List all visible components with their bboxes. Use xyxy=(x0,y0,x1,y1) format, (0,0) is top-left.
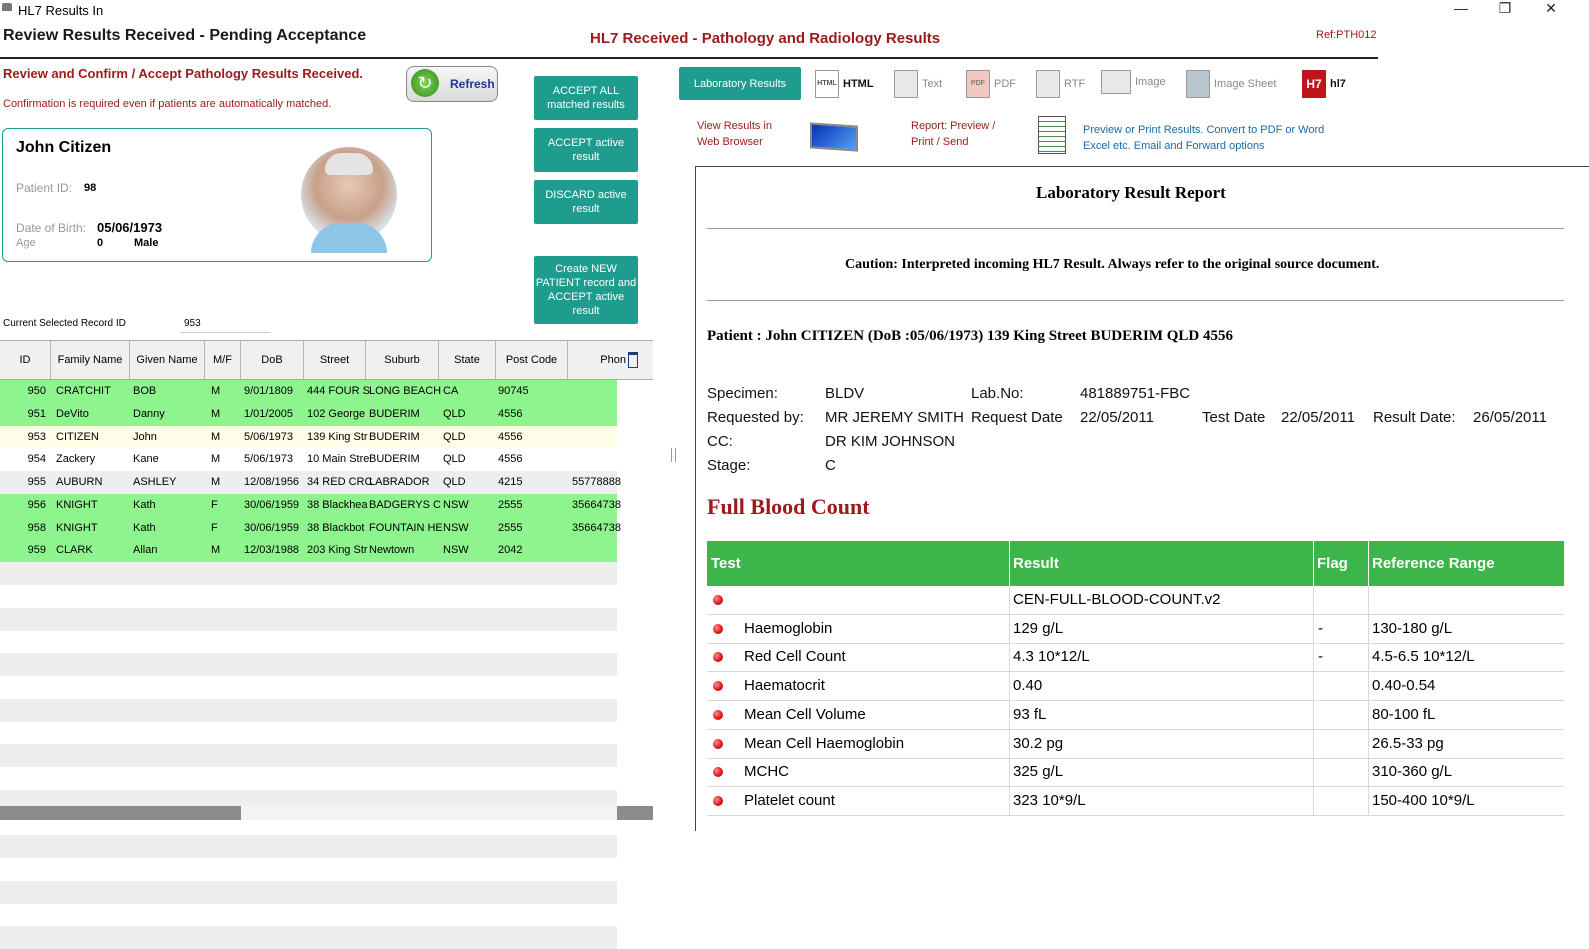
result-range: 26.5-33 pg xyxy=(1372,734,1444,752)
discard-active-button[interactable]: DISCARD active result xyxy=(534,180,638,224)
result-result: 30.2 pg xyxy=(1013,734,1064,752)
cell-suburb: BUDERIM xyxy=(369,453,420,466)
col-post-code[interactable]: Post Code xyxy=(496,341,568,379)
results-table-header xyxy=(707,541,1564,586)
status-dot-icon xyxy=(713,595,723,605)
cell-suburb: LABRADOR xyxy=(369,476,430,488)
column-divider xyxy=(1009,615,1010,643)
col-id[interactable]: ID xyxy=(0,341,51,379)
view-in-browser-link[interactable]: View Results in Web Browser xyxy=(697,120,772,148)
cell-id: 958 xyxy=(27,521,46,534)
cell-suburb: BUDERIM xyxy=(369,430,420,443)
requested-by-label: Requested by: xyxy=(707,409,804,426)
age-value: 0 xyxy=(97,237,104,249)
column-divider xyxy=(1009,730,1010,758)
cell-post: 4556 xyxy=(498,430,523,443)
request-date-value: 22/05/2011 xyxy=(1080,409,1154,426)
cell-given: ASHLEY xyxy=(133,476,177,488)
patient-id-value: 98 xyxy=(84,182,97,194)
result-test: Haemoglobin xyxy=(744,619,833,637)
cell-id: 950 xyxy=(27,385,46,397)
cell-dob: 30/06/1959 xyxy=(244,521,300,534)
cell-mf: M xyxy=(211,385,221,397)
header-reference-range: Reference Range xyxy=(1372,555,1495,572)
table-row[interactable] xyxy=(0,539,617,562)
cell-state: NSW xyxy=(443,521,469,534)
column-divider xyxy=(1313,701,1314,729)
cell-given: Kath xyxy=(133,521,156,534)
result-result: 323 10*9/L xyxy=(1013,791,1086,809)
image-file-icon xyxy=(1101,70,1131,94)
cell-post: 4556 xyxy=(498,453,523,466)
photo-hair xyxy=(325,153,373,175)
window-title: HL7 Results In xyxy=(18,3,104,18)
table-row[interactable] xyxy=(0,403,617,426)
cell-family: AUBURN xyxy=(56,476,103,488)
result-test: Haematocrit xyxy=(744,677,825,695)
cell-mf: M xyxy=(211,430,221,443)
cell-mf: F xyxy=(211,521,218,534)
cell-dob: 12/08/1956 xyxy=(244,476,300,488)
cell-family: Zackery xyxy=(56,453,96,466)
column-divider xyxy=(1313,730,1314,758)
column-divider xyxy=(1368,758,1369,786)
col-street[interactable]: Street xyxy=(304,341,366,379)
current-record-label: Current Selected Record ID xyxy=(3,318,126,329)
column-divider xyxy=(1313,672,1314,700)
dob-label: Date of Birth: xyxy=(16,221,87,235)
empty-row xyxy=(0,562,617,585)
cell-mf: F xyxy=(211,498,218,511)
current-record-value: 953 xyxy=(184,318,201,329)
report-preview-link[interactable]: Report: Preview / Print / Send xyxy=(911,120,996,148)
result-range: 0.40-0.54 xyxy=(1372,677,1436,695)
cell-id: 955 xyxy=(27,476,46,488)
cell-mf: M xyxy=(211,544,221,557)
browser-icon[interactable] xyxy=(810,122,858,151)
panel-splitter[interactable] xyxy=(671,448,676,462)
cell-post: 2555 xyxy=(498,498,523,511)
empty-row xyxy=(0,926,617,949)
grid-body xyxy=(0,380,621,820)
result-test: Platelet count xyxy=(744,791,835,809)
patient-card xyxy=(2,128,432,262)
header-sep-2 xyxy=(1313,541,1314,586)
rtf-label: RTF xyxy=(1064,78,1086,90)
html-file-icon: HTML xyxy=(815,70,839,98)
column-divider xyxy=(1368,643,1369,671)
scrollbar-thumb[interactable] xyxy=(0,806,241,820)
result-date-value: 26/05/2011 xyxy=(1473,409,1547,426)
patient-photo xyxy=(301,147,397,243)
cell-mf: M xyxy=(211,476,221,488)
result-row xyxy=(707,787,1564,816)
html-export-button[interactable] xyxy=(815,70,874,98)
report-sheet-icon[interactable] xyxy=(1038,116,1066,154)
refresh-label: Refresh xyxy=(450,77,495,91)
header-divider xyxy=(0,57,1378,59)
restore-button[interactable]: ❐ xyxy=(1498,0,1512,16)
cell-id: 956 xyxy=(27,498,46,511)
cell-given: Kath xyxy=(133,498,156,511)
grid-horizontal-scrollbar[interactable] xyxy=(0,806,653,820)
image-sheet-icon xyxy=(1186,70,1210,98)
cc-value: DR KIM JOHNSON xyxy=(825,433,956,450)
dob-value: 05/06/1973 xyxy=(97,220,163,235)
cell-post: 2042 xyxy=(498,544,523,557)
cell-id: 959 xyxy=(27,544,46,557)
cc-label: CC: xyxy=(707,433,733,450)
cell-given: John xyxy=(133,430,157,443)
empty-row xyxy=(0,835,617,858)
preview-note: Preview or Print Results. Convert to PDF or Word Excel etc. Email and Forward options xyxy=(1083,124,1325,152)
cell-post: 90745 xyxy=(498,385,529,397)
review-heading: Review and Confirm / Accept Pathology Results Received. xyxy=(3,66,364,81)
column-divider xyxy=(1368,615,1369,643)
stage-label: Stage: xyxy=(707,457,751,474)
column-divider xyxy=(1313,643,1314,671)
result-result: 325 g/L xyxy=(1013,763,1064,781)
header-result: Result xyxy=(1013,555,1059,572)
empty-row xyxy=(0,881,617,904)
table-row[interactable] xyxy=(0,448,617,471)
cell-suburb: LONG BEACH xyxy=(369,385,442,397)
result-row xyxy=(707,643,1564,672)
result-row xyxy=(707,730,1564,759)
result-result: 4.3 10*12/L xyxy=(1013,648,1090,666)
text-export-button[interactable] xyxy=(894,70,942,98)
image-sheet-label: Image Sheet xyxy=(1214,78,1277,90)
labno-value: 481889751-FBC xyxy=(1080,385,1191,402)
cell-given: Allan xyxy=(133,544,158,557)
col-mf[interactable]: M/F xyxy=(205,341,241,379)
column-divider xyxy=(1313,758,1314,786)
report-divider-2 xyxy=(707,300,1564,301)
col-phone[interactable]: Phon xyxy=(600,353,626,366)
requested-by-value: MR JEREMY SMITH xyxy=(825,409,964,426)
confirmation-note: Confirmation is required even if patients are automatically matched. xyxy=(3,98,332,110)
cell-dob: 12/03/1988 xyxy=(244,544,300,557)
text-label: Text xyxy=(922,78,943,90)
table-row[interactable] xyxy=(0,471,621,494)
result-row xyxy=(707,615,1564,644)
cell-id: 954 xyxy=(27,453,46,466)
cell-post: 4556 xyxy=(498,407,523,420)
section-title: Full Blood Count xyxy=(707,494,870,519)
cell-state: NSW xyxy=(443,498,469,511)
result-date-label: Result Date: xyxy=(1373,409,1456,426)
test-date-value: 22/05/2011 xyxy=(1281,409,1355,426)
labno-label: Lab.No: xyxy=(971,385,1024,402)
app-icon xyxy=(2,3,12,11)
laboratory-results-button[interactable]: Laboratory Results xyxy=(679,67,801,100)
cell-given: Kane xyxy=(133,453,159,466)
cell-mf: M xyxy=(211,453,221,466)
cell-street: 102 George xyxy=(307,407,366,420)
pdf-export-button[interactable] xyxy=(966,70,1016,98)
center-page-title: HL7 Received - Pathology and Radiology Results xyxy=(590,30,941,47)
result-result: 93 fL xyxy=(1013,705,1047,723)
result-range: 150-400 10*9/L xyxy=(1372,791,1475,809)
column-divider xyxy=(1009,643,1010,671)
specimen-value: BLDV xyxy=(825,385,865,402)
specimen-label: Specimen: xyxy=(707,385,778,402)
cell-suburb: BUDERIM xyxy=(369,407,420,420)
cell-dob: 9/01/1809 xyxy=(244,385,293,397)
report-divider-1 xyxy=(707,228,1564,229)
column-divider xyxy=(1009,758,1010,786)
cell-family: DeVito xyxy=(56,407,89,420)
left-page-title: Review Results Received - Pending Acceptance xyxy=(3,27,367,44)
cell-family: KNIGHT xyxy=(56,521,98,534)
column-divider xyxy=(1368,586,1369,614)
cell-state: QLD xyxy=(443,476,466,488)
html-label: HTML xyxy=(843,78,874,90)
pdf-file-icon: PDF xyxy=(966,70,990,98)
sex-value: Male xyxy=(134,237,159,249)
result-range: 80-100 fL xyxy=(1372,705,1436,723)
column-divider xyxy=(1009,787,1010,815)
cell-suburb: Newtown xyxy=(369,544,415,557)
cell-suburb: FOUNTAIN HE xyxy=(369,521,443,534)
cell-street: 444 FOUR S xyxy=(307,385,370,397)
status-dot-icon xyxy=(713,624,723,634)
column-divider xyxy=(1368,701,1369,729)
cell-phone: 55778888 xyxy=(572,476,621,488)
cell-street: 38 Blackbot xyxy=(307,521,365,534)
status-dot-icon xyxy=(713,796,723,806)
column-divider xyxy=(1009,586,1010,614)
result-result: 129 g/L xyxy=(1013,619,1064,637)
column-divider xyxy=(1009,701,1010,729)
cell-phone: 35664738 xyxy=(572,521,621,534)
table-row[interactable] xyxy=(0,494,621,517)
header-sep-3 xyxy=(1368,541,1369,586)
result-test: Mean Cell Haemoglobin xyxy=(744,734,905,752)
result-row xyxy=(707,758,1564,787)
result-range: 4.5-6.5 10*12/L xyxy=(1372,648,1475,666)
result-flag: - xyxy=(1318,648,1323,666)
report-title: Laboratory Result Report xyxy=(1036,183,1226,202)
delete-icon[interactable] xyxy=(628,352,638,368)
hl7-label: hl7 xyxy=(1330,78,1346,90)
result-test: Mean Cell Volume xyxy=(744,705,866,723)
result-flag: - xyxy=(1318,619,1323,637)
result-result: CEN-FULL-BLOOD-COUNT.v2 xyxy=(1013,591,1221,608)
cell-suburb: BADGERYS C xyxy=(369,498,441,511)
cell-dob: 5/06/1973 xyxy=(244,430,293,443)
test-date-label: Test Date xyxy=(1202,409,1266,426)
table-row[interactable] xyxy=(0,380,617,403)
patient-name: John Citizen xyxy=(16,139,112,156)
image-export-button[interactable] xyxy=(1101,70,1166,94)
patients-grid xyxy=(0,340,653,820)
current-record-field[interactable] xyxy=(180,316,270,333)
cell-street: 139 King Str xyxy=(307,430,368,443)
refresh-icon: ↻ xyxy=(411,69,439,97)
cell-phone: 35664738 xyxy=(572,498,621,511)
caution-text: Caution: Interpreted incoming HL7 Result. Always refer to the original source document. xyxy=(845,257,1380,272)
column-divider xyxy=(1313,787,1314,815)
refresh-button[interactable] xyxy=(406,66,498,102)
empty-row xyxy=(0,608,617,631)
minimize-button[interactable]: — xyxy=(1454,0,1468,16)
scrollbar-right-end[interactable] xyxy=(617,806,653,820)
column-divider xyxy=(1368,787,1369,815)
cell-state: QLD xyxy=(443,430,466,443)
col-given-name[interactable]: Given Name xyxy=(130,341,205,379)
patient-id-label: Patient ID: xyxy=(16,181,73,195)
patient-line: Patient : John CITIZEN (DoB :05/06/1973) 139 King Street BUDERIM QLD 4556 xyxy=(707,328,1233,344)
accept-active-button[interactable]: ACCEPT active result xyxy=(534,128,638,172)
cell-street: 203 King Str xyxy=(307,544,368,557)
table-row[interactable] xyxy=(0,517,621,540)
result-test: MCHC xyxy=(744,763,789,781)
cell-post: 4215 xyxy=(498,476,523,488)
rtf-export-button[interactable] xyxy=(1036,70,1085,98)
ref-code: Ref:PTH012 xyxy=(1316,29,1377,41)
column-divider xyxy=(1368,672,1369,700)
cell-family: CRATCHIT xyxy=(56,385,111,397)
result-row xyxy=(707,672,1564,701)
request-date-label: Request Date xyxy=(971,409,1063,426)
col-suburb[interactable]: Suburb xyxy=(366,341,439,379)
cell-family: CLARK xyxy=(56,544,93,557)
col-dob[interactable]: DoB xyxy=(241,341,304,379)
cell-street: 34 RED CRC xyxy=(307,476,373,488)
close-button[interactable]: ✕ xyxy=(1545,0,1557,16)
cell-given: Danny xyxy=(133,407,165,420)
cell-state: QLD xyxy=(443,453,466,466)
cell-given: BOB xyxy=(133,385,157,397)
header-test: Test xyxy=(711,555,741,572)
image-label: Image xyxy=(1135,76,1166,88)
cell-dob: 1/01/2005 xyxy=(244,407,293,420)
age-label: Age xyxy=(16,237,36,249)
cell-mf: M xyxy=(211,407,221,420)
status-dot-icon xyxy=(713,710,723,720)
pdf-label: PDF xyxy=(994,78,1016,90)
grid-header xyxy=(0,340,653,380)
result-test: Red Cell Count xyxy=(744,648,846,666)
empty-row xyxy=(0,744,617,767)
window-title-bar xyxy=(0,0,1588,20)
cell-state: CA xyxy=(443,385,459,397)
hl7-export-button[interactable] xyxy=(1302,70,1346,98)
column-divider xyxy=(1368,730,1369,758)
cell-state: QLD xyxy=(443,407,466,420)
cell-id: 953 xyxy=(27,430,46,443)
result-range: 130-180 g/L xyxy=(1372,619,1453,637)
result-result: 0.40 xyxy=(1013,677,1043,695)
empty-row xyxy=(0,653,617,676)
empty-row xyxy=(0,699,617,722)
result-range: 310-360 g/L xyxy=(1372,763,1453,781)
cell-street: 10 Main Stre xyxy=(307,453,370,466)
column-divider xyxy=(1313,586,1314,614)
text-file-icon xyxy=(894,70,918,98)
cell-id: 951 xyxy=(27,407,46,420)
col-state[interactable]: State xyxy=(439,341,496,379)
cell-family: CITIZEN xyxy=(56,430,99,443)
accept-all-button[interactable]: ACCEPT ALL matched results xyxy=(534,76,638,120)
cell-dob: 30/06/1959 xyxy=(244,498,300,511)
result-row xyxy=(707,586,1564,615)
cell-dob: 5/06/1973 xyxy=(244,453,293,466)
table-row[interactable] xyxy=(0,426,617,449)
image-sheet-export-button[interactable] xyxy=(1186,70,1276,98)
photo-shirt xyxy=(311,223,387,253)
hl7-logo-icon: H7 xyxy=(1302,70,1326,98)
stage-value: C xyxy=(825,457,836,474)
cell-state: NSW xyxy=(443,544,469,557)
create-new-patient-button[interactable]: Create NEW PATIENT record and ACCEPT active result xyxy=(534,256,638,324)
cell-family: KNIGHT xyxy=(56,498,98,511)
column-divider xyxy=(1313,615,1314,643)
rtf-file-icon xyxy=(1036,70,1060,98)
status-dot-icon xyxy=(713,739,723,749)
column-divider xyxy=(1009,672,1010,700)
cell-street: 38 Blackhea xyxy=(307,498,368,511)
col-family-name[interactable]: Family Name xyxy=(51,341,130,379)
header-sep-1 xyxy=(1009,541,1010,586)
header-flag: Flag xyxy=(1317,555,1348,572)
result-row xyxy=(707,701,1564,730)
cell-post: 2555 xyxy=(498,521,523,534)
